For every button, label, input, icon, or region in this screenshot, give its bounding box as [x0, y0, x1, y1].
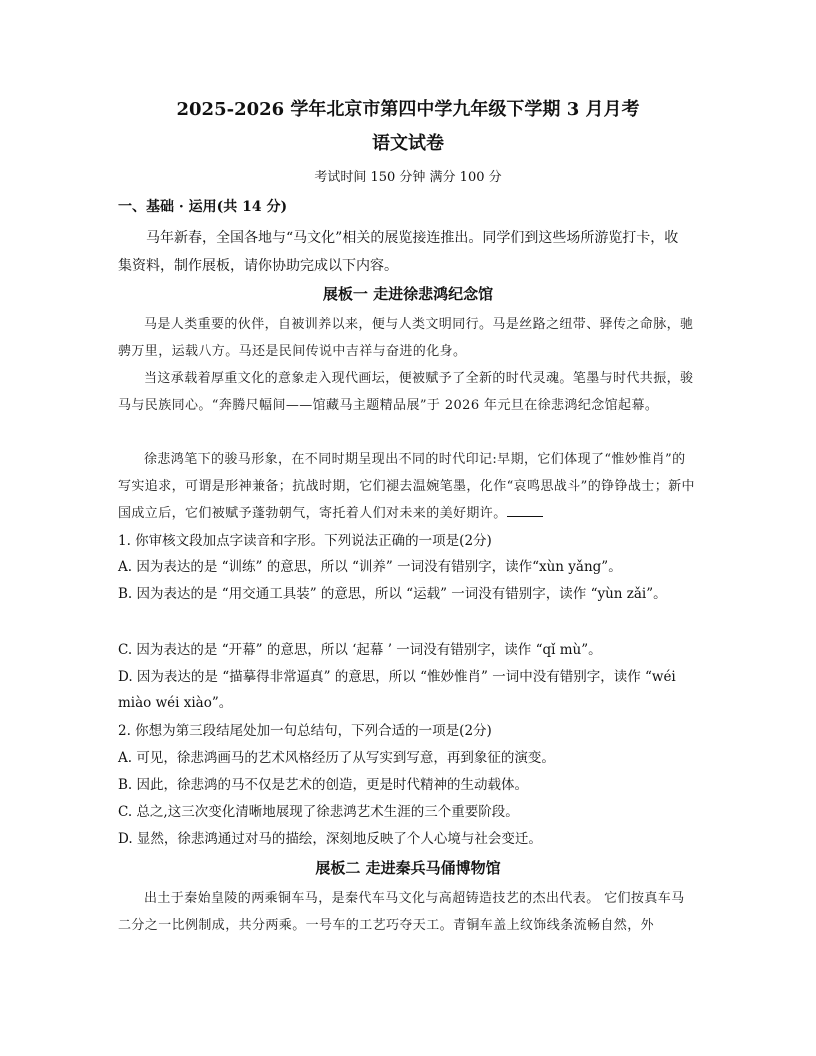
question-2-option-b: B. 因此，徐悲鸿的马不仅是艺术的创造，更是时代精神的生动载体。	[118, 777, 529, 793]
question-1-option-a: A. 因为表达的是 “训练” 的意思，所以 “训养” 一词没有错别字，读作“xùn yǎng”。	[118, 559, 622, 575]
section-heading: 一、基础 · 运用(共 14 分)	[118, 199, 288, 215]
panel2-title: 展板二 走进秦兵马俑博物馆	[315, 859, 501, 877]
question-2-option-c: C. 总之,这三次变化清晰地展现了徐悲鸿艺术生涯的三个重要阶段。	[118, 804, 519, 820]
exam-title: 2025-2026 学年北京市第四中学九年级下学期 3 月月考	[176, 99, 640, 120]
exam-subtitle: 语文试卷	[372, 133, 444, 154]
answer-blank[interactable]	[507, 502, 543, 517]
exam-info: 考试时间 150 分钟 满分 100 分	[314, 170, 502, 185]
panel1-paragraph-3	[118, 446, 696, 527]
panel1-paragraph-1: 马是人类重要的伙伴，自被训养以来，便与人类文明同行。马是丝路之纽带、驿传之命脉，驰骋万里，运载八方。马还是民间传说中吉祥与奋进的化身。	[118, 317, 694, 359]
panel1-title: 展板一 走进徐悲鸿纪念馆	[322, 285, 494, 303]
section-intro: 马年新春，全国各地与“马文化”相关的展览接连推出。同学们到这些场所游览打卡，收集资料，制作展板，请你协助完成以下内容。	[118, 230, 679, 274]
panel1-paragraph-3-text: 徐悲鸿笔下的骏马形象，在不同时期呈现出不同的时代印记:早期，它们体现了“惟妙惟肖”的写实追求，可谓是形神兼备；抗战时期，它们褪去温婉笔墨，化作“哀鸣思战斗”的铮铮战士；新中国成立后，它们被赋予蓬勃朝气，寄托着人们对未来的美好期许。	[118, 452, 695, 521]
question-1-option-d: D. 因为表达的是 “描摹得非常逼真” 的意思，所以 “惟妙惟肖” 一词中没有错别字，读作 “wéi miào wéi xiào”。	[118, 669, 676, 711]
question-2-option-d: D. 显然，徐悲鸿通过对马的描绘，深刻地反映了个人心境与社会变迁。	[118, 831, 542, 847]
panel1-paragraph-2: 当这承载着厚重文化的意象走入现代画坛，便被赋予了全新的时代灵魂。笔墨与时代共振，骏马与民族同心。“奔腾尺幅间——馆藏马主题精品展”于 2026 年元旦在徐悲鸿纪念馆起幕。	[118, 371, 694, 413]
question-1-option-c: C. 因为表达的是 “开幕” 的意思，所以 ‘起幕 ’ 一词没有错别字，读作 “qǐ mù”。	[118, 642, 602, 658]
question-1-option-b: B. 因为表达的是 “用交通工具装” 的意思，所以 “运载” 一词没有错别字，读作 “yùn zǎi”。	[118, 586, 667, 602]
question-1-stem: 1. 你审核文段加点字读音和字形。下列说法正确的一项是(2分)	[118, 533, 492, 549]
question-2-option-a: A. 可见，徐悲鸿画马的艺术风格经历了从写实到写意，再到象征的演变。	[118, 750, 555, 766]
question-2-stem: 2. 你想为第三段结尾处加一句总结句，下列合适的一项是(2分)	[118, 723, 492, 739]
panel2-paragraph-1: 出土于秦始皇陵的两乘铜车马，是秦代车马文化与高超铸造技艺的杰出代表。 它们按真车马二分之一比例制成，共分两乘。一号车的工艺巧夺天工。青铜车盖上纹饰线条流畅自然，外	[118, 891, 685, 933]
